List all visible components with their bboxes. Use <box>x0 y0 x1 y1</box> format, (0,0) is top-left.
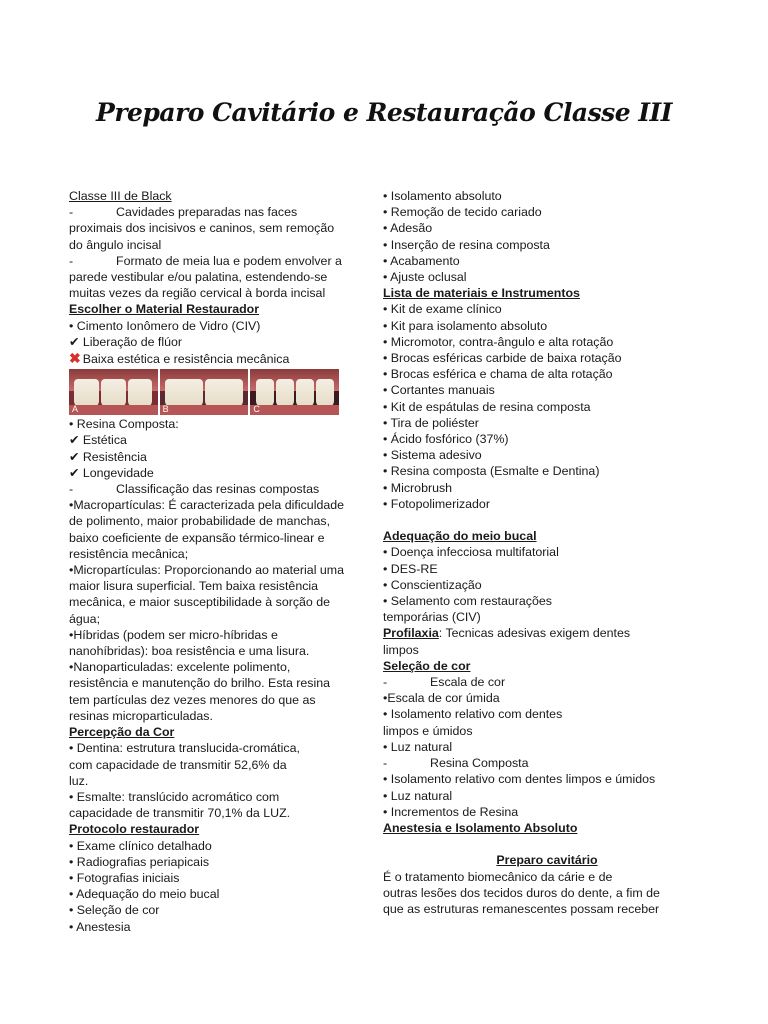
macro-line-4: resistência mecânica; <box>69 546 189 561</box>
preparo-heading: Preparo cavitário <box>496 853 598 868</box>
adequacao-item-5: temporárias (CIV) <box>383 610 481 625</box>
nano-line-1: •Nanoparticuladas: excelente polimento, <box>69 660 291 675</box>
lista-item-1: • Kit de exame clínico <box>383 302 502 317</box>
lista-heading: Lista de materiais e Instrumentos <box>383 286 580 301</box>
micro-line-4: água; <box>69 611 101 626</box>
micro-line-1: •Micropartículas: Proporcionando ao material uma <box>69 563 344 578</box>
photo-label-c: C <box>253 404 260 415</box>
dentina-line-3: luz. <box>69 773 89 788</box>
anestesia-heading: Anestesia e Isolamento Absoluto <box>383 820 578 835</box>
left-column <box>69 188 359 935</box>
teeth-photo-a <box>69 369 158 415</box>
lista-item-4: • Brocas esféricas carbide de baixa rotação <box>383 351 622 366</box>
classe-item-2-line-2: parede vestibular e/ou palatina, estendendo-se <box>69 270 328 285</box>
protocolo-cont-6: • Ajuste oclusal <box>383 270 467 285</box>
dentina-line-2: com capacidade de transmitir 52,6% da <box>69 757 287 772</box>
nano-line-2: resistência e manutenção do brilho. Esta resina <box>69 676 331 691</box>
lista-item-5: • Brocas esférica e chama de alta rotação <box>383 367 613 382</box>
photo-label-a: A <box>72 404 79 415</box>
escala-umida-item: •Escala de cor úmida <box>383 691 500 706</box>
micro-line-3: mecânica, e maior susceptibilidade à sorção de <box>69 595 331 610</box>
lista-item-11: • Resina composta (Esmalte e Dentina) <box>383 464 600 479</box>
isolamento-rel-line-1: • Isolamento relativo com dentes <box>383 707 563 722</box>
lista-item-2: • Kit para isolamento absoluto <box>383 318 548 333</box>
lista-item-3: • Micromotor, contra-ângulo e alta rotação <box>383 334 614 349</box>
protocolo-heading: Protocolo restaurador <box>69 822 200 837</box>
dentina-line-1: • Dentina: estrutura translucida-cromática, <box>69 741 300 756</box>
isolamento-rel-2: • Isolamento relativo com dentes limpos e úmidos <box>383 772 656 787</box>
macro-line-2: de polimento, maior probabilidade de manchas, <box>69 514 331 529</box>
escala-item: - Escala de cor <box>383 675 506 690</box>
protocolo-item-2: • Radiografias periapicais <box>69 854 210 869</box>
nano-line-3: tem partículas dez vezes menores do que as <box>69 692 316 707</box>
protocolo-item-3: • Fotografias iniciais <box>69 870 180 885</box>
material-heading: Escolher o Material Restaurador <box>69 302 260 317</box>
luz-natural-1: • Luz natural <box>383 739 453 754</box>
profilaxia-line-1: Profilaxia: Tecnicas adesivas exigem dentes <box>383 626 631 641</box>
profilaxia-label: Profilaxia <box>383 626 439 641</box>
protocolo-cont-4: • Inserção de resina composta <box>383 237 550 252</box>
protocolo-cont-2: • Remoção de tecido cariado <box>383 205 542 220</box>
teeth-photo-c <box>250 369 339 415</box>
esmalte-line-2: capacidade de transmitir 70,1% da LUZ. <box>69 806 291 821</box>
hibridas-line-2: nanohíbridas): boa resistência e uma lisura. <box>69 644 310 659</box>
lista-item-7: • Kit de espátulas de resina composta <box>383 399 591 414</box>
right-column <box>383 188 683 917</box>
photo-label-b: B <box>162 404 169 415</box>
teeth-photos <box>69 369 339 415</box>
protocolo-item-6: • Anestesia <box>69 919 131 934</box>
micro-line-2: maior lisura superficial. Tem baixa resistência <box>69 579 319 594</box>
classe-item-1-line-1: - Cavidades preparadas nas faces <box>69 205 298 220</box>
classe-heading: Classe III de Black <box>69 189 172 203</box>
classe-item-1-line-3: do ângulo incisal <box>69 237 162 252</box>
adequacao-heading: Adequação do meio bucal <box>383 529 537 544</box>
adequacao-item-2: • DES-RE <box>383 561 438 576</box>
preparo-line-2: outras lesões dos tecidos duros do dente, a fim de <box>383 885 660 900</box>
adequacao-item-4: • Selamento com restaurações <box>383 594 552 609</box>
resina-item: • Resina Composta: <box>69 417 179 432</box>
teeth-photo-b <box>160 369 249 415</box>
classe-item-2-line-3: muitas vezes da região cervical à borda incisal <box>69 286 326 301</box>
macro-line-3: baixo coeficiente de expansão térmico-linear e <box>69 530 325 545</box>
protocolo-item-4: • Adequação do meio bucal <box>69 887 220 902</box>
protocolo-cont-5: • Acabamento <box>383 253 460 268</box>
resina-pro-1: ✔ Estética <box>69 433 127 448</box>
resina-composta-item: - Resina Composta <box>383 756 529 771</box>
macro-line-1: •Macropartículas: É caracterizada pela dificuldade <box>69 498 345 513</box>
lista-item-9: • Ácido fosfórico (37%) <box>383 432 509 447</box>
esmalte-line-1: • Esmalte: translúcido acromático com <box>69 789 280 804</box>
classificacao-item: - Classificação das resinas compostas <box>69 482 320 497</box>
preparo-line-3: que as estruturas remanescentes possam receber <box>383 901 660 916</box>
preparo-line-1: É o tratamento biomecânico da cárie e de <box>383 869 613 884</box>
resina-pro-3: ✔ Longevidade <box>69 465 154 480</box>
page-title: Preparo Cavitário e Restauração Classe III <box>96 98 672 127</box>
hibridas-line-1: •Híbridas (podem ser micro-híbridas e <box>69 627 278 642</box>
protocolo-cont-1: • Isolamento absoluto <box>383 189 502 203</box>
luz-natural-2: • Luz natural <box>383 788 453 803</box>
protocolo-cont-3: • Adesão <box>383 221 433 236</box>
isolamento-rel-line-2: limpos e úmidos <box>383 723 473 738</box>
lista-item-8: • Tira de poliéster <box>383 415 479 430</box>
classe-item-2-line-1: - Formato de meia lua e podem envolver a <box>69 253 342 268</box>
nano-line-4: resinas microparticuladas. <box>69 708 213 723</box>
selecao-heading: Seleção de cor <box>383 658 471 673</box>
resina-pro-2: ✔ Resistência <box>69 449 147 464</box>
percepcao-heading: Percepção da Cor <box>69 725 175 740</box>
incrementos-item: • Incrementos de Resina <box>383 804 519 819</box>
lista-item-10: • Sistema adesivo <box>383 448 482 463</box>
civ-con: ✖ Baixa estética e resistência mecânica <box>69 350 290 367</box>
classe-item-1-line-2: proximais dos incisivos e caninos, sem remoção <box>69 221 335 236</box>
civ-item: • Cimento Ionômero de Vidro (CIV) <box>69 318 261 333</box>
lista-item-6: • Cortantes manuais <box>383 383 495 398</box>
protocolo-item-1: • Exame clínico detalhado <box>69 838 212 853</box>
protocolo-item-5: • Seleção de cor <box>69 903 160 918</box>
lista-item-12: • Microbrush <box>383 480 453 495</box>
cross-mark-icon: ✖ <box>69 350 81 367</box>
profilaxia-line-2: limpos <box>383 642 419 657</box>
adequacao-item-1: • Doença infecciosa multifatorial <box>383 545 559 560</box>
adequacao-item-3: • Conscientização <box>383 577 482 592</box>
lista-item-13: • Fotopolimerizador <box>383 496 490 511</box>
civ-pro: ✔ Liberação de flúor <box>69 334 183 349</box>
